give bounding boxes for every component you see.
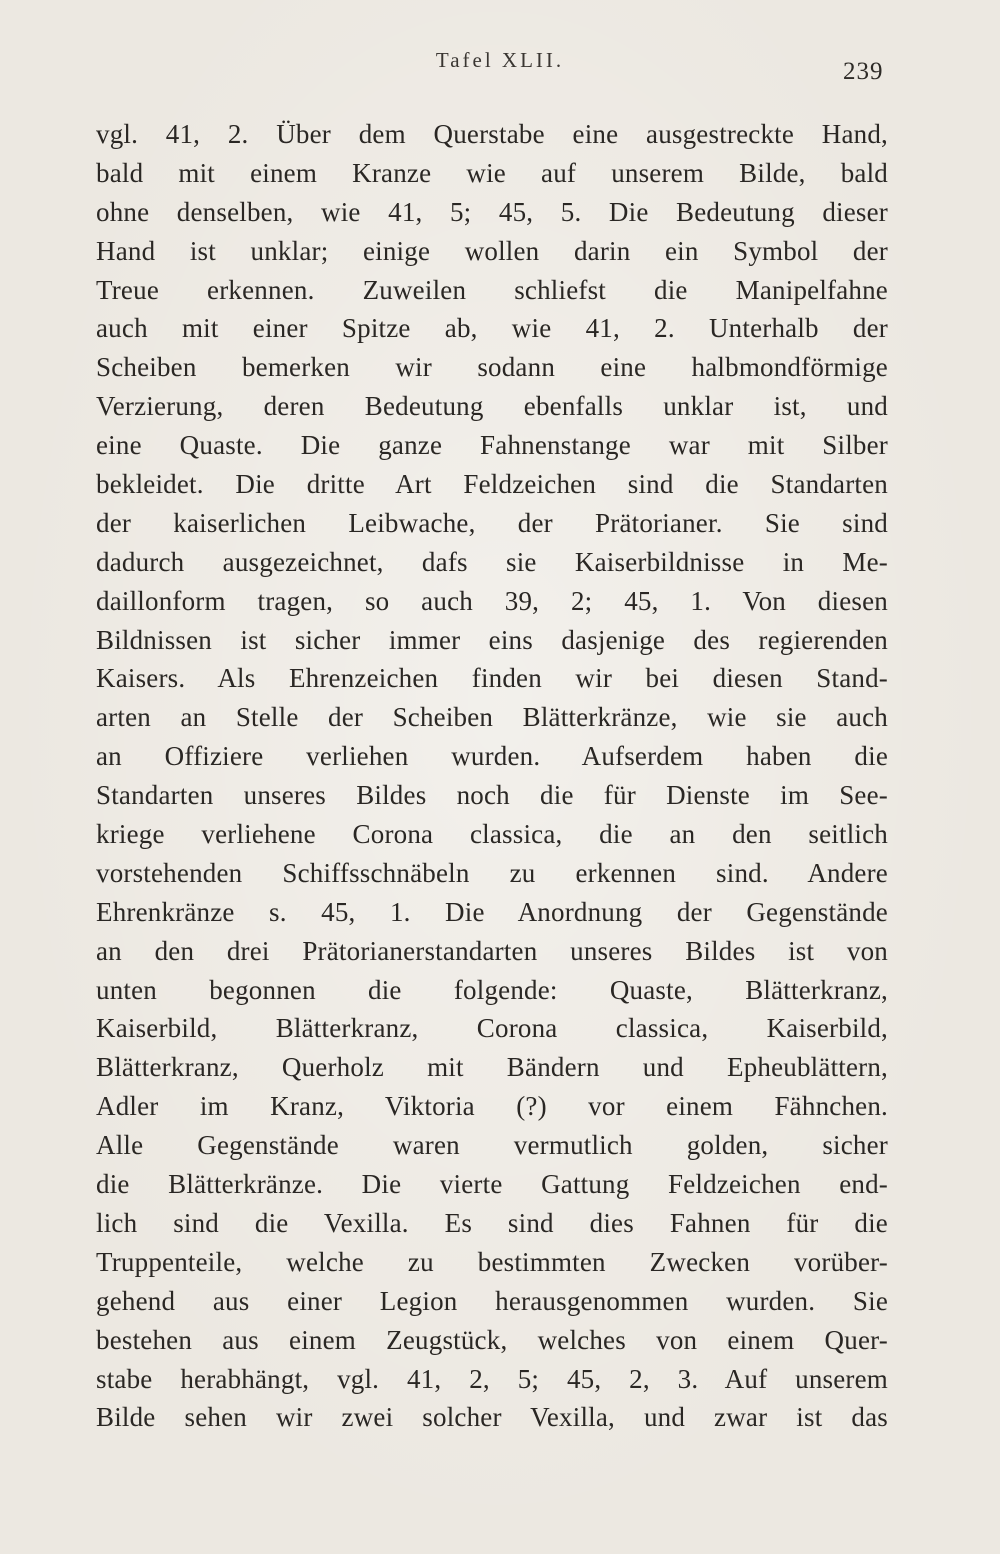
text-line: Adler im Kranz, Viktoria (?) vor einem Fähnchen. — [96, 1091, 888, 1122]
text-line: vgl. 41, 2. Über dem Querstabe eine ausgestreckte Hand, — [96, 119, 888, 149]
text-line: stabe herabhängt, vgl. 41, 2, 5; 45, 2, 3. Auf unserem — [96, 1363, 888, 1394]
text-line: Scheiben bemerken wir sodann eine halbmondförmige — [96, 352, 888, 383]
text-line: dadurch ausgezeichnet, dafs sie Kaiserbildnisse in Me- — [96, 546, 888, 577]
text-line: auch mit einer Spitze ab, wie 41, 2. Unterhalb der — [96, 313, 888, 344]
page-number: 239 — [843, 58, 884, 85]
text-line: an den drei Prätorianerstandarten unseres Bildes ist von — [96, 935, 888, 966]
text-line: Ehrenkränze s. 45, 1. Die Anordnung der Gegenstände — [96, 896, 888, 927]
text-line: an Offiziere verliehen wurden. Aufserdem haben die — [96, 741, 888, 772]
text-line: Hand ist unklar; einige wollen darin ein Symbol der — [96, 235, 888, 266]
text-line: Verzierung, deren Bedeutung ebenfalls unklar ist, und — [96, 391, 888, 422]
text-line: Kaiserbild, Blätterkranz, Corona classica, Kaiserbild, — [96, 1013, 888, 1044]
text-line: gehend aus einer Legion herausgenommen wurden. Sie — [96, 1285, 888, 1316]
text-line: unten begonnen die folgende: Quaste, Blätterkranz, — [96, 974, 888, 1005]
text-line: ohne denselben, wie 41, 5; 45, 5. Die Bedeutung dieser — [96, 196, 888, 227]
text-line: Treue erkennen. Zuweilen schliefst die Manipelfahne — [96, 274, 888, 305]
text-line: Bildnissen ist sicher immer eins dasjenige des regierenden — [96, 624, 888, 655]
text-line: arten an Stelle der Scheiben Blätterkränze, wie sie auch — [96, 702, 888, 733]
text-line: daillonform tragen, so auch 39, 2; 45, 1. Von diesen — [96, 585, 888, 616]
text-line: der kaiserlichen Leibwache, der Prätorianer. Sie sind — [96, 507, 888, 538]
text-line: die Blätterkränze. Die vierte Gattung Feldzeichen end- — [96, 1169, 888, 1200]
text-line: eine Quaste. Die ganze Fahnenstange war mit Silber — [96, 430, 888, 461]
text-line: bekleidet. Die dritte Art Feldzeichen sind die Standarten — [96, 469, 888, 500]
text-line: vorstehenden Schiffsschnäbeln zu erkennen sind. Andere — [96, 857, 888, 888]
text-line: Kaisers. Als Ehrenzeichen finden wir bei diesen Stand- — [96, 663, 888, 694]
text-line: bald mit einem Kranze wie auf unserem Bilde, bald — [96, 157, 888, 188]
text-line: Bilde sehen wir zwei solcher Vexilla, und zwar ist das — [96, 1402, 888, 1433]
text-line: bestehen aus einem Zeugstück, welches von einem Quer- — [96, 1324, 888, 1355]
text-line: Alle Gegenstände waren vermutlich golden, sicher — [96, 1130, 888, 1161]
running-head: Tafel XLII. — [435, 48, 565, 72]
text-line: Standarten unseres Bildes noch die für Dienste im See- — [96, 780, 888, 811]
text-line: Truppenteile, welche zu bestimmten Zwecken vorüber- — [96, 1246, 888, 1277]
text-line: lich sind die Vexilla. Es sind dies Fahnen für die — [96, 1207, 888, 1238]
text-line: kriege verliehene Corona classica, die an den seitlich — [96, 819, 888, 850]
body-text — [96, 115, 888, 1437]
text-line: Blätterkranz, Querholz mit Bändern und Epheublättern, — [96, 1052, 888, 1083]
